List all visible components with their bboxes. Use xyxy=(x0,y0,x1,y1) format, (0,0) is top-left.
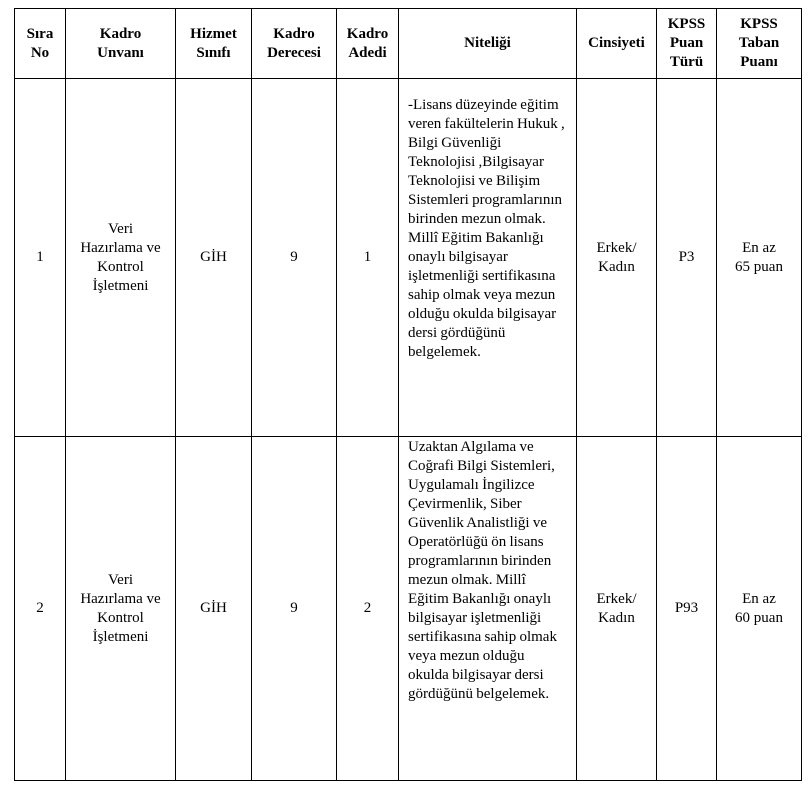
header-kadro-adedi xyxy=(337,9,399,79)
header-hizmet-sinifi-line-2: Sınıfı xyxy=(196,44,231,61)
cell-sira-no: 2 xyxy=(15,437,66,781)
header-cinsiyeti xyxy=(577,9,657,79)
header-kpss-puan-turu-line-1: KPSS xyxy=(667,16,706,32)
cell-kpss-puan-turu: P3 xyxy=(657,79,717,437)
cell-kadro-unvani-line-4: İşletmeni xyxy=(92,628,149,645)
cell-cinsiyeti-line-2: Kadın xyxy=(598,609,635,626)
cell-kpss-taban-puani-line-2: 60 puan xyxy=(735,609,783,626)
header-kpss-taban-puani xyxy=(717,9,802,79)
header-kadro-derecesi-line-2: Derecesi xyxy=(267,44,321,61)
cell-kadro-derecesi: 9 xyxy=(252,437,337,781)
table-row xyxy=(15,79,802,437)
cell-kpss-taban-puani xyxy=(717,79,802,437)
header-row xyxy=(15,9,802,79)
cell-kadro-unvani-line-3: Kontrol xyxy=(97,609,144,626)
header-kadro-derecesi xyxy=(252,9,337,79)
cell-kadro-unvani xyxy=(66,437,176,781)
header-kpss-puan-turu-line-2: Puan xyxy=(669,35,704,51)
header-sira-no xyxy=(15,9,66,79)
cell-cinsiyeti-line-1: Erkek/ xyxy=(596,239,637,256)
cell-kadro-unvani-line-3: Kontrol xyxy=(97,258,144,275)
header-kpss-taban-puani-line-3: Puanı xyxy=(740,54,778,70)
cell-kpss-taban-puani-line-1: En az xyxy=(742,239,776,256)
header-kadro-adedi-line-1: Kadro xyxy=(346,25,389,42)
cell-cinsiyeti xyxy=(577,437,657,781)
header-hizmet-sinifi xyxy=(176,9,252,79)
cell-niteligi: -Lisans düzeyinde eğitim veren fakültelerin Hukuk , Bilgi Güvenliği Teknolojisi ,Bilgisayar Teknolojisi ve Bilişim Sistemleri programlarının birinden mezun olmak. Millî Eğitim Bakanlığı onaylı bilgisayar işletmenliği sertifikasına sahip olmak veya mezun olduğu okulda bilgisayar dersi gördüğünü belgelemek. xyxy=(399,79,577,437)
header-niteligi-line-1: Niteliği xyxy=(464,35,511,51)
cell-cinsiyeti-line-1: Erkek/ xyxy=(596,590,637,607)
cell-kadro-adedi: 1 xyxy=(337,79,399,437)
cell-kpss-taban-puani xyxy=(717,437,802,781)
header-kadro-adedi-line-2: Adedi xyxy=(348,44,387,61)
header-hizmet-sinifi-line-1: Hizmet xyxy=(190,25,237,42)
cell-kadro-unvani-line-1: Veri xyxy=(108,220,133,237)
header-kpss-taban-puani-line-2: Taban xyxy=(738,35,780,51)
header-sira-no-line-2: No xyxy=(30,44,50,61)
header-kpss-puan-turu xyxy=(657,9,717,79)
cell-sira-no: 1 xyxy=(15,79,66,437)
cell-niteligi: Uzaktan Algılama ve Coğrafi Bilgi Sistemleri, Uygulamalı İngilizce Çevirmenlik, Siber Güvenlik Analistliği ve Operatörlüğü ön lisans programlarının birinden mezun olmak. Millî Eğitim Bakanlığı onaylı bilgisayar işletmenliği sertifikasına sahip olmak veya mezun olduğu okulda bilgisayar dersi gördüğünü belgelemek. xyxy=(399,437,577,781)
cell-hizmet-sinifi: GİH xyxy=(176,437,252,781)
header-niteligi xyxy=(399,9,577,79)
header-kadro-derecesi-line-1: Kadro xyxy=(273,25,315,42)
cell-hizmet-sinifi: GİH xyxy=(176,79,252,437)
cell-kpss-taban-puani-line-2: 65 puan xyxy=(735,258,783,275)
header-kpss-puan-turu-line-3: Türü xyxy=(669,54,704,70)
cell-cinsiyeti-line-2: Kadın xyxy=(598,258,635,275)
cell-kpss-taban-puani-line-1: En az xyxy=(742,590,776,607)
table-row xyxy=(15,437,802,781)
header-sira-no-line-1: Sıra xyxy=(26,25,54,42)
cell-kadro-derecesi: 9 xyxy=(252,79,337,437)
cell-kadro-adedi: 2 xyxy=(337,437,399,781)
cell-kadro-unvani-line-1: Veri xyxy=(108,571,133,588)
cell-kadro-unvani-line-2: Hazırlama ve xyxy=(80,239,161,256)
header-kadro-unvani-line-2: Unvanı xyxy=(97,44,144,61)
cell-kadro-unvani xyxy=(66,79,176,437)
kadro-table xyxy=(14,8,802,781)
cell-cinsiyeti xyxy=(577,79,657,437)
cell-kpss-puan-turu: P93 xyxy=(657,437,717,781)
header-kadro-unvani xyxy=(66,9,176,79)
header-kpss-taban-puani-line-1: KPSS xyxy=(740,16,778,32)
cell-kadro-unvani-line-4: İşletmeni xyxy=(92,277,149,294)
cell-kadro-unvani-line-2: Hazırlama ve xyxy=(80,590,161,607)
header-kadro-unvani-line-1: Kadro xyxy=(99,25,142,42)
header-cinsiyeti-line-1: Cinsiyeti xyxy=(588,35,645,51)
